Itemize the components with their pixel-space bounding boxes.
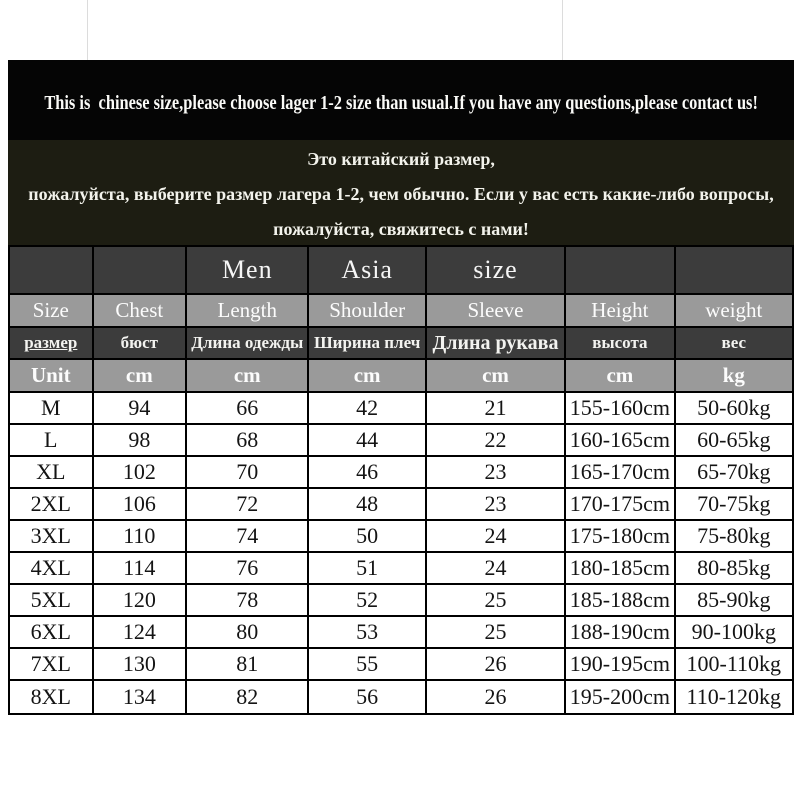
table-title-cell: [676, 247, 792, 295]
value-cell: 110-120kg: [676, 681, 792, 713]
value-cell: 106: [94, 489, 188, 521]
value-cell: 60-65kg: [676, 425, 792, 457]
unit-cell: cm: [309, 360, 426, 393]
value-cell: 130: [94, 649, 188, 681]
value-cell: 46: [309, 457, 426, 489]
column-header: Height: [566, 295, 675, 328]
unit-cell: Unit: [10, 360, 94, 393]
russian-notice-line: пожалуйста, выберите размер лагера 1-2, чем обычно. Если у вас есть какие-либо вопросы,: [28, 184, 774, 204]
unit-row: [10, 360, 792, 393]
russian-notice-line: пожалуйста, свяжитесь с нами!: [273, 219, 529, 239]
column-header-ru: вес: [676, 328, 792, 360]
value-cell: 68: [187, 425, 309, 457]
value-cell: 22: [427, 425, 566, 457]
value-cell: 110: [94, 521, 188, 553]
value-cell: 102: [94, 457, 188, 489]
column-header-row: [10, 295, 792, 328]
unit-cell: cm: [566, 360, 675, 393]
table-row: [10, 649, 792, 681]
value-cell: 72: [187, 489, 309, 521]
value-cell: 98: [94, 425, 188, 457]
column-header: Sleeve: [427, 295, 566, 328]
value-cell: 26: [427, 681, 566, 713]
column-header-ru: высота: [566, 328, 675, 360]
value-cell: 25: [427, 585, 566, 617]
table-title-cell: [10, 247, 94, 295]
size-cell: 2XL: [10, 489, 94, 521]
table-row: [10, 521, 792, 553]
value-cell: 25: [427, 617, 566, 649]
size-cell: 7XL: [10, 649, 94, 681]
column-header-ru: размер: [10, 328, 94, 360]
gridline-artifact: [87, 0, 88, 60]
value-cell: 134: [94, 681, 188, 713]
size-cell: 6XL: [10, 617, 94, 649]
table-row: [10, 425, 792, 457]
value-cell: 23: [427, 489, 566, 521]
english-notice-banner: [8, 60, 794, 140]
size-cell: XL: [10, 457, 94, 489]
table-row: [10, 489, 792, 521]
value-cell: 180-185cm: [566, 553, 675, 585]
unit-cell: cm: [94, 360, 188, 393]
table-title-row: [10, 247, 792, 295]
value-cell: 124: [94, 617, 188, 649]
value-cell: 114: [94, 553, 188, 585]
value-cell: 85-90kg: [676, 585, 792, 617]
table-row: [10, 617, 792, 649]
value-cell: 76: [187, 553, 309, 585]
value-cell: 175-180cm: [566, 521, 675, 553]
value-cell: 82: [187, 681, 309, 713]
value-cell: 160-165cm: [566, 425, 675, 457]
value-cell: 80: [187, 617, 309, 649]
english-notice-text: This is chinese size,please choose lager 1-2 size than usual.If you have any questions,please contact us!: [44, 91, 758, 114]
value-cell: 56: [309, 681, 426, 713]
value-cell: 51: [309, 553, 426, 585]
value-cell: 90-100kg: [676, 617, 792, 649]
value-cell: 24: [427, 553, 566, 585]
size-cell: 4XL: [10, 553, 94, 585]
value-cell: 24: [427, 521, 566, 553]
value-cell: 66: [187, 393, 309, 425]
size-cell: M: [10, 393, 94, 425]
column-header: Size: [10, 295, 94, 328]
table-title-cell: [94, 247, 188, 295]
value-cell: 23: [427, 457, 566, 489]
value-cell: 94: [94, 393, 188, 425]
table-title-cell: Men: [187, 247, 309, 295]
value-cell: 26: [427, 649, 566, 681]
column-header-ru: Длина рукава: [427, 328, 566, 360]
value-cell: 50-60kg: [676, 393, 792, 425]
value-cell: 75-80kg: [676, 521, 792, 553]
size-cell: 8XL: [10, 681, 94, 713]
table-title-cell: Asia: [309, 247, 426, 295]
unit-cell: cm: [187, 360, 309, 393]
column-header: Shoulder: [309, 295, 426, 328]
russian-notice-banner: [8, 140, 794, 245]
size-cell: 3XL: [10, 521, 94, 553]
unit-cell: cm: [427, 360, 566, 393]
value-cell: 188-190cm: [566, 617, 675, 649]
value-cell: 155-160cm: [566, 393, 675, 425]
table-title-cell: size: [427, 247, 566, 295]
value-cell: 195-200cm: [566, 681, 675, 713]
gridline-artifact: [562, 0, 563, 60]
value-cell: 190-195cm: [566, 649, 675, 681]
table-row: [10, 457, 792, 489]
value-cell: 53: [309, 617, 426, 649]
russian-notice-line: Это китайский размер,: [307, 149, 495, 169]
value-cell: 80-85kg: [676, 553, 792, 585]
value-cell: 185-188cm: [566, 585, 675, 617]
column-header-ru: Длина одежды: [187, 328, 309, 360]
value-cell: 81: [187, 649, 309, 681]
table-row: [10, 553, 792, 585]
value-cell: 165-170cm: [566, 457, 675, 489]
table-row: [10, 393, 792, 425]
value-cell: 74: [187, 521, 309, 553]
value-cell: 44: [309, 425, 426, 457]
size-cell: 5XL: [10, 585, 94, 617]
size-cell: L: [10, 425, 94, 457]
value-cell: 70: [187, 457, 309, 489]
unit-cell: kg: [676, 360, 792, 393]
value-cell: 65-70kg: [676, 457, 792, 489]
table-row: [10, 585, 792, 617]
table-title-cell: [566, 247, 675, 295]
value-cell: 42: [309, 393, 426, 425]
value-cell: 100-110kg: [676, 649, 792, 681]
size-chart-content: [8, 60, 794, 715]
value-cell: 120: [94, 585, 188, 617]
value-cell: 52: [309, 585, 426, 617]
value-cell: 55: [309, 649, 426, 681]
column-header: Chest: [94, 295, 188, 328]
column-header: Length: [187, 295, 309, 328]
value-cell: 70-75kg: [676, 489, 792, 521]
value-cell: 78: [187, 585, 309, 617]
value-cell: 21: [427, 393, 566, 425]
column-header: weight: [676, 295, 792, 328]
column-header-ru: бюст: [94, 328, 188, 360]
value-cell: 170-175cm: [566, 489, 675, 521]
value-cell: 48: [309, 489, 426, 521]
value-cell: 50: [309, 521, 426, 553]
column-header-row-ru: [10, 328, 792, 360]
table-row: [10, 681, 792, 713]
size-table: [8, 245, 794, 715]
column-header-ru: Ширина плеч: [309, 328, 426, 360]
